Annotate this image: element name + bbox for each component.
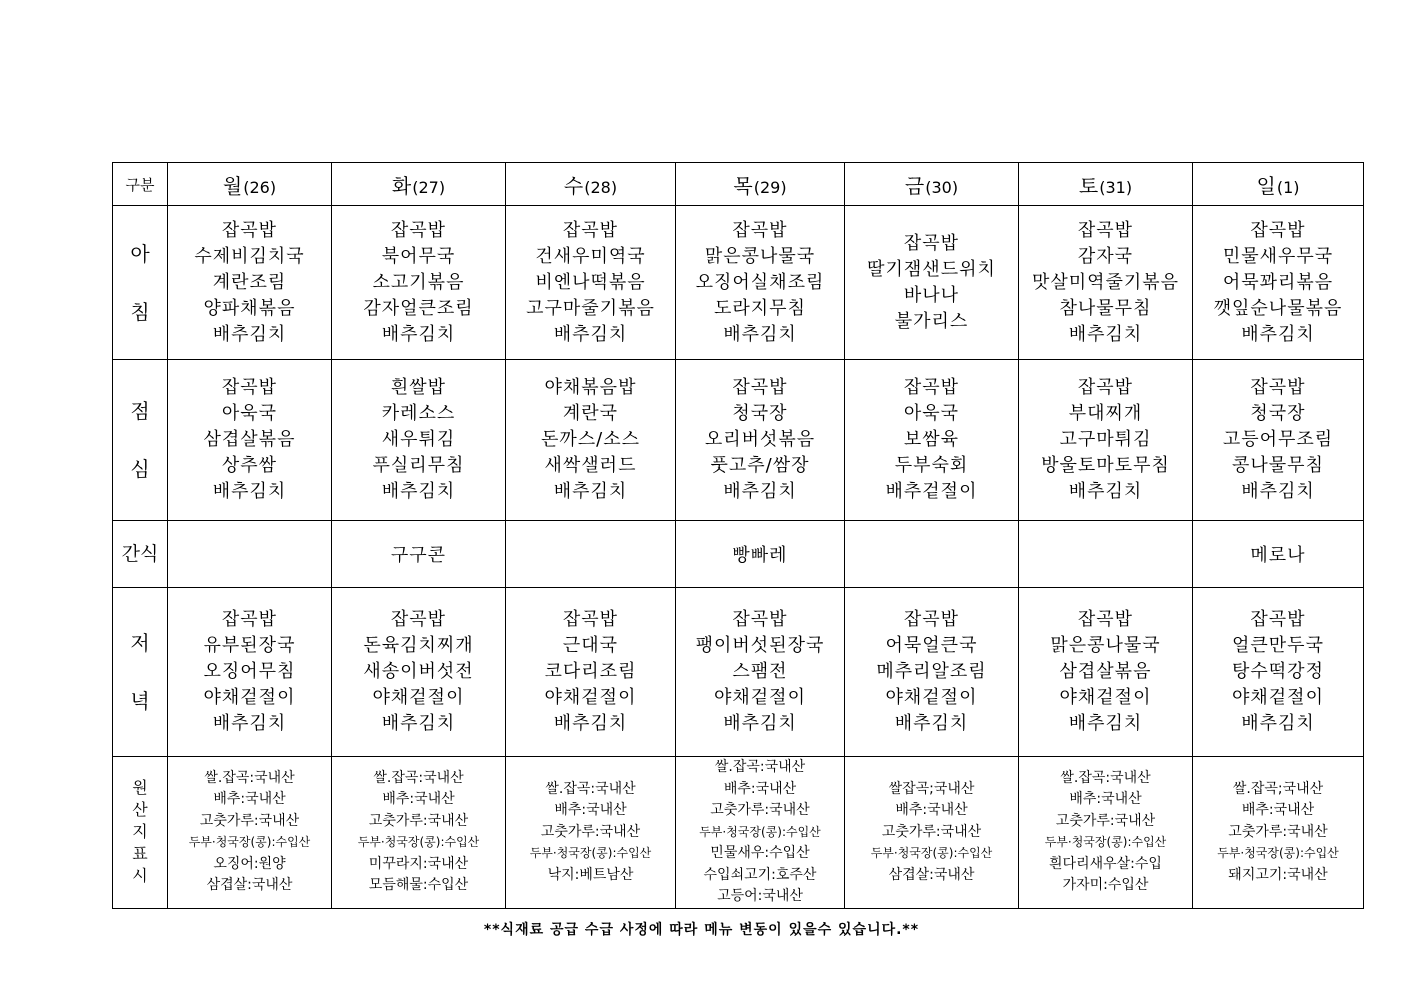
menu-item: 오징어실채조림 xyxy=(695,271,825,293)
menu-item: 카레소스 xyxy=(381,403,456,424)
dinner-row xyxy=(113,588,1364,757)
menu-item: 잡곡밥 xyxy=(1077,377,1134,398)
day-header: 금(30) xyxy=(845,163,1019,206)
menu-item: 딸기잼샌드위치 xyxy=(867,258,996,280)
origin-item: 두부·청국장(콩):수입산 xyxy=(1217,846,1339,860)
origin-item: 고춧가루:국내산 xyxy=(710,802,810,818)
origin-item: 미꾸라지:국내산 xyxy=(368,855,469,872)
menu-item: 계란조림 xyxy=(212,271,287,293)
menu-item: 흰쌀밥 xyxy=(390,377,447,398)
dinner-cell xyxy=(506,588,676,757)
menu-item: 잡곡밥 xyxy=(390,609,447,630)
origin-item: 배추:국내산 xyxy=(895,802,968,818)
menu-item: 오징어무침 xyxy=(203,661,296,682)
breakfast-cell xyxy=(506,206,676,360)
menu-item: 배추김치 xyxy=(381,713,456,734)
origin-item: 고춧가루:국내산 xyxy=(1055,812,1156,829)
origin-item: 돼지고기:국내산 xyxy=(1228,866,1328,883)
menu-item: 민물새우무국 xyxy=(1222,245,1334,267)
origin-item: 두부·청국장(콩):수입산 xyxy=(1044,835,1167,850)
dinner-cell xyxy=(332,588,506,757)
origin-item: 수입쇠고기:호주산 xyxy=(703,866,817,883)
menu-item: 도라지무침 xyxy=(714,297,806,319)
menu-item: 오리버섯볶음 xyxy=(704,429,816,450)
menu-item: 돈까스/소스 xyxy=(540,429,640,450)
menu-item: 탕수떡강정 xyxy=(1232,661,1324,682)
origin-item: 두부·청국장(콩):수입산 xyxy=(699,824,821,839)
header-row xyxy=(113,163,1364,206)
origin-item: 배추:국내산 xyxy=(382,791,455,808)
menu-item: 배추김치 xyxy=(212,323,287,345)
menu-item: 계란국 xyxy=(562,403,619,424)
menu-item: 불가리스 xyxy=(894,310,969,332)
snack-cell: 구구콘 xyxy=(332,521,506,588)
dinner-cell xyxy=(168,588,332,757)
breakfast-cell xyxy=(845,206,1019,360)
origin-cell xyxy=(676,757,845,909)
menu-item: 야채겉절이 xyxy=(1059,687,1152,708)
menu-item: 풋고추/쌈장 xyxy=(710,455,810,476)
origin-item: 낙지:베트남산 xyxy=(547,866,634,883)
menu-item: 잡곡밥 xyxy=(1250,609,1306,630)
origin-item: 모듬해물:수입산 xyxy=(368,877,469,894)
menu-item: 야채겉절이 xyxy=(203,687,296,708)
menu-item: 맑은콩나물국 xyxy=(704,245,816,267)
menu-item: 야채겉절이 xyxy=(714,687,806,708)
lunch-row xyxy=(113,360,1364,521)
menu-item: 유부된장국 xyxy=(203,635,296,656)
menu-item: 잡곡밥 xyxy=(562,219,619,241)
menu-item: 고등어무조림 xyxy=(1222,429,1334,450)
origin-item: 쌀잡곡;국내산 xyxy=(888,780,975,797)
menu-item: 어묵꽈리볶음 xyxy=(1222,271,1334,293)
menu-item: 배추김치 xyxy=(1241,713,1315,734)
menu-item: 새우튀김 xyxy=(381,429,456,450)
menu-item: 깻잎순나물볶음 xyxy=(1213,297,1343,319)
menu-item: 아욱국 xyxy=(221,403,278,424)
menu-item: 맛살미역줄기볶음 xyxy=(1031,271,1180,293)
origin-item: 쌀.잡곡:국내산 xyxy=(204,769,295,786)
header-label: 구분 xyxy=(113,163,168,206)
menu-item: 소고기볶음 xyxy=(372,271,465,293)
footer-note: **식재료 공급 수급 사정에 따라 메뉴 변동이 있을수 있습니다.** xyxy=(483,922,920,938)
lunch-cell xyxy=(845,360,1019,521)
menu-item: 새송이버섯전 xyxy=(363,661,474,682)
menu-item: 방울토마토무침 xyxy=(1041,455,1170,476)
origin-item: 쌀.잡곡:국내산 xyxy=(545,780,636,797)
menu-item: 잡곡밥 xyxy=(732,609,788,630)
menu-item: 스팸전 xyxy=(732,661,788,682)
breakfast-cell xyxy=(1193,206,1364,360)
origin-item: 민물새우:수입산 xyxy=(710,845,810,861)
menu-item: 양파채볶음 xyxy=(203,297,296,319)
menu-item: 잡곡밥 xyxy=(562,609,619,630)
menu-item: 아욱국 xyxy=(903,403,960,424)
day-header: 화(27) xyxy=(332,163,506,206)
menu-item: 얼큰만두국 xyxy=(1232,635,1324,656)
origin-item: 오징어:원양 xyxy=(213,855,286,872)
menu-item: 근대국 xyxy=(562,635,619,656)
menu-item: 잡곡밥 xyxy=(390,219,447,241)
dinner-cell xyxy=(1193,588,1364,757)
menu-item: 감자국 xyxy=(1077,245,1134,267)
menu-item: 잡곡밥 xyxy=(1077,219,1134,241)
lunch-cell xyxy=(168,360,332,521)
menu-item: 고구마줄기볶음 xyxy=(526,297,655,319)
menu-item: 잡곡밥 xyxy=(903,609,960,630)
menu-item: 건새우미역국 xyxy=(535,245,646,267)
menu-item: 맑은콩나물국 xyxy=(1050,635,1161,656)
menu-item: 푸실리무침 xyxy=(372,455,465,476)
menu-item: 야채겉절이 xyxy=(372,687,465,708)
menu-item: 배추김치 xyxy=(1241,323,1315,345)
menu-item: 참나물무침 xyxy=(1059,297,1152,319)
origin-cell xyxy=(332,757,506,909)
menu-item: 배추김치 xyxy=(1241,481,1315,502)
menu-item: 청국장 xyxy=(1250,403,1306,424)
origin-cell xyxy=(168,757,332,909)
menu-item: 메추리알조림 xyxy=(876,661,987,682)
snack-cell xyxy=(506,521,676,588)
menu-item: 잡곡밥 xyxy=(1250,377,1306,398)
menu-item: 배추김치 xyxy=(723,323,797,345)
menu-item: 배추김치 xyxy=(723,713,797,734)
lunch-cell xyxy=(676,360,845,521)
menu-item: 잡곡밥 xyxy=(1250,219,1306,241)
menu-item: 새싹샐러드 xyxy=(544,455,637,476)
menu-item: 북어무국 xyxy=(381,245,456,267)
menu-item: 배추김치 xyxy=(212,713,287,734)
lunch-cell xyxy=(1193,360,1364,521)
origin-item: 고춧가루:국내산 xyxy=(199,812,300,829)
origin-item: 배추:국내산 xyxy=(213,791,286,808)
menu-item: 배추김치 xyxy=(381,481,456,502)
origin-item: 배추:국내산 xyxy=(723,780,797,797)
lunch-label: 점 심 xyxy=(113,360,168,521)
menu-item: 야채겉절이 xyxy=(544,687,637,708)
snack-cell xyxy=(168,521,332,588)
origin-item: 두부·청국장(콩):수입산 xyxy=(357,835,480,850)
lunch-cell xyxy=(506,360,676,521)
menu-item: 배추김치 xyxy=(553,323,628,345)
menu-item: 배추김치 xyxy=(212,481,287,502)
origin-row xyxy=(113,757,1364,909)
menu-item: 잡곡밥 xyxy=(221,609,278,630)
menu-item: 보쌈육 xyxy=(903,429,960,450)
menu-item: 고구마튀김 xyxy=(1059,429,1152,450)
origin-item: 고춧가루:국내산 xyxy=(540,823,641,840)
breakfast-cell xyxy=(332,206,506,360)
origin-cell xyxy=(1019,757,1193,909)
menu-item: 삼겹살볶음 xyxy=(1059,661,1152,682)
weekly-menu-table xyxy=(112,162,1364,909)
origin-item: 삼겹살:국내산 xyxy=(888,866,975,883)
menu-item: 부대찌개 xyxy=(1068,403,1143,424)
snack-cell: 메로나 xyxy=(1193,521,1364,588)
lunch-cell xyxy=(1019,360,1193,521)
origin-item: 흰다리새우살:수입 xyxy=(1049,855,1162,872)
menu-item: 배추김치 xyxy=(553,481,628,502)
origin-item: 고등어:국내산 xyxy=(717,888,803,904)
dinner-cell xyxy=(845,588,1019,757)
origin-item: 쌀.잡곡:국내산 xyxy=(714,759,806,775)
menu-item: 돈육김치찌개 xyxy=(363,635,474,656)
origin-item: 가자미:수입산 xyxy=(1062,877,1149,894)
origin-item: 두부·청국장(콩):수입산 xyxy=(529,846,652,860)
menu-item: 잡곡밥 xyxy=(221,219,278,241)
menu-item: 배추겉절이 xyxy=(885,481,978,502)
menu-item: 잡곡밥 xyxy=(221,377,278,398)
snack-row xyxy=(113,521,1364,588)
menu-item: 상추쌈 xyxy=(221,455,278,476)
menu-item: 청국장 xyxy=(732,403,788,424)
menu-item: 수제비김치국 xyxy=(194,245,305,267)
menu-item: 두부숙회 xyxy=(894,455,969,476)
menu-item: 어묵얼큰국 xyxy=(885,635,978,656)
menu-item: 야채겉절이 xyxy=(885,687,978,708)
menu-item: 팽이버섯된장국 xyxy=(695,635,825,656)
origin-cell xyxy=(506,757,676,909)
menu-item: 배추김치 xyxy=(1068,713,1143,734)
origin-item: 쌀.잡곡:국내산 xyxy=(373,769,464,786)
breakfast-cell xyxy=(676,206,845,360)
origin-item: 쌀.잡곡;국내산 xyxy=(1232,780,1324,797)
menu-item: 배추김치 xyxy=(381,323,456,345)
origin-label: 원 산 지 표 시 xyxy=(113,757,168,909)
day-header: 토(31) xyxy=(1019,163,1193,206)
snack-cell: 빵빠레 xyxy=(676,521,845,588)
snack-cell xyxy=(845,521,1019,588)
breakfast-cell xyxy=(168,206,332,360)
menu-item: 바나나 xyxy=(903,284,960,306)
snack-label: 간식 xyxy=(113,521,168,588)
origin-item: 배추:국내산 xyxy=(1241,802,1315,818)
day-header: 목(29) xyxy=(676,163,845,206)
origin-item: 고춧가루:국내산 xyxy=(368,812,469,829)
dinner-cell xyxy=(676,588,845,757)
menu-item: 잡곡밥 xyxy=(732,377,788,398)
origin-item: 배추:국내산 xyxy=(554,802,627,818)
day-header: 월(26) xyxy=(168,163,332,206)
origin-item: 두부·청국장(콩):수입산 xyxy=(188,835,311,850)
origin-item: 쌀.잡곡:국내산 xyxy=(1060,769,1151,786)
dinner-label: 저 녁 xyxy=(113,588,168,757)
origin-item: 두부·청국장(콩):수입산 xyxy=(870,846,993,860)
day-header: 일(1) xyxy=(1193,163,1364,206)
lunch-cell xyxy=(332,360,506,521)
dinner-cell xyxy=(1019,588,1193,757)
menu-item: 야채겉절이 xyxy=(1232,687,1324,708)
menu-item: 잡곡밥 xyxy=(1077,609,1134,630)
origin-cell xyxy=(1193,757,1364,909)
snack-cell xyxy=(1019,521,1193,588)
day-header: 수(28) xyxy=(506,163,676,206)
menu-item: 배추김치 xyxy=(1068,323,1143,345)
menu-item: 배추김치 xyxy=(723,481,797,502)
breakfast-label: 아 침 xyxy=(113,206,168,360)
breakfast-row xyxy=(113,206,1364,360)
menu-item: 잡곡밥 xyxy=(732,219,788,241)
menu-item: 배추김치 xyxy=(894,713,969,734)
menu-item: 코다리조림 xyxy=(544,661,637,682)
menu-item: 감자얼큰조림 xyxy=(363,297,474,319)
origin-cell xyxy=(845,757,1019,909)
breakfast-cell xyxy=(1019,206,1193,360)
menu-item: 비엔나떡볶음 xyxy=(535,271,646,293)
menu-item: 잡곡밥 xyxy=(903,377,960,398)
menu-item: 배추김치 xyxy=(1068,481,1143,502)
menu-item: 야채볶음밥 xyxy=(544,377,637,398)
origin-item: 배추:국내산 xyxy=(1069,791,1142,808)
menu-item: 배추김치 xyxy=(553,713,628,734)
menu-item: 콩나물무침 xyxy=(1232,455,1324,476)
origin-item: 삼겹살:국내산 xyxy=(206,877,293,894)
origin-item: 고춧가루:국내산 xyxy=(1228,823,1328,840)
menu-item: 잡곡밥 xyxy=(903,232,960,254)
origin-item: 고춧가루:국내산 xyxy=(881,823,982,840)
menu-item: 삼겹살볶음 xyxy=(203,429,296,450)
